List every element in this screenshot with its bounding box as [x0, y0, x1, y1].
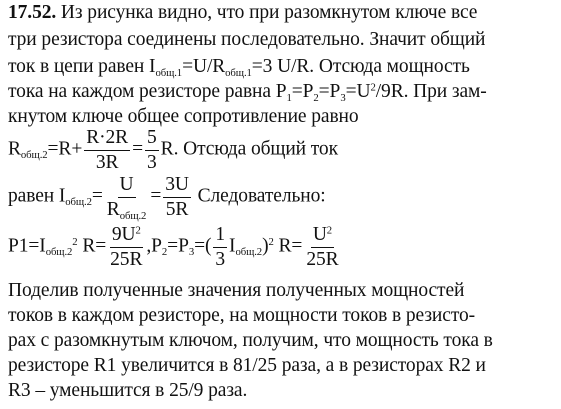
- eq2-equals-2: =: [150, 185, 162, 207]
- line-4-part-a: тока на каждом резисторе равна P: [8, 81, 287, 102]
- text-line-4: [8, 81, 487, 103]
- eq3-frac2-num-base: U: [312, 224, 327, 245]
- eq1-frac2-numerator: 5: [145, 128, 159, 151]
- eq3-mid-b: =P: [167, 235, 189, 257]
- eq1-tail: R. Отсюда общий ток: [160, 138, 338, 160]
- eq3-square: 2: [72, 236, 78, 249]
- line-3-sub-2: общ.1: [225, 66, 252, 79]
- equation-2: [8, 174, 326, 222]
- eq2-frac1-numerator: U: [118, 175, 136, 198]
- text-line-9: резисторе R1 увеличится в 81/25 раза, а в резисторах R2 и: [8, 355, 486, 376]
- eq2-frac2-numerator: 3U: [163, 175, 191, 198]
- equation-1: [8, 128, 338, 172]
- eq2-pre: равен I: [8, 185, 66, 207]
- eq3-fraction-2: [304, 225, 340, 269]
- eq3-pre: P1=I: [8, 235, 46, 257]
- eq3-close: ): [262, 235, 269, 257]
- text-line-1: [8, 2, 477, 24]
- line-3-part-c: =3 U/R. Отсюда мощность: [251, 56, 470, 77]
- eq2-frac1-denominator: [105, 198, 149, 220]
- eq3-i-sub: общ.2: [45, 246, 73, 259]
- text-line-7: токов в каждом резисторе, на мощности токов в резисто-: [8, 305, 476, 326]
- problem-number: 17.52.: [8, 2, 57, 23]
- line-3-sub-1: общ.1: [155, 66, 183, 79]
- eq3-mid-c: =(: [194, 235, 212, 257]
- line-4-sub-1: 1: [286, 91, 292, 104]
- eq2-frac1-den-r: R: [106, 198, 120, 220]
- line-4-sub-2: 2: [313, 91, 319, 104]
- line-3-part-b: =U/R: [182, 56, 226, 77]
- eq3-r-eq: R=: [77, 235, 107, 257]
- line-4-part-e: /9R. При зам-: [375, 81, 487, 102]
- eq3-i2-sub: общ.2: [235, 246, 263, 259]
- text-line-10: R3 – уменьшится в 25/9 раза.: [8, 380, 248, 401]
- line-4-part-d: =U: [345, 81, 371, 102]
- eq3-mid-sub-1: 2: [161, 246, 168, 259]
- eq2-fraction-1: [105, 174, 149, 222]
- eq3-square-2: 2: [268, 236, 274, 249]
- text-line-5: кнутом ключе общее сопротивление равно: [8, 106, 359, 127]
- eq1-equals: =: [132, 138, 143, 160]
- eq3-frac1-num-sup: 2: [135, 224, 141, 237]
- eq3-third-denominator: 3: [215, 248, 226, 270]
- eq2-tail: Следовательно:: [192, 185, 326, 207]
- text-line-8: рах с разомкнутым ключом, получим, что мощность тока в: [8, 330, 493, 351]
- equation-3: [8, 225, 343, 269]
- line-1-text: Из рисунка видно, что при разомкнутом ключе все: [56, 2, 478, 23]
- line-4-sub-3: 3: [340, 91, 346, 104]
- eq1-frac1-denominator: 3R: [95, 151, 119, 173]
- eq1-eq-r-plus: =R+: [47, 138, 83, 160]
- eq3-frac2-num-sup: 2: [326, 224, 333, 237]
- eq2-frac1-den-sub: общ.2: [119, 209, 147, 222]
- line-4-part-b: =P: [291, 81, 314, 102]
- eq3-mid-a: ,P: [146, 235, 162, 257]
- eq3-i2: I: [229, 235, 236, 257]
- line-4-sup: 2: [370, 81, 376, 94]
- eq3-mid-sub-2: 3: [188, 246, 195, 259]
- eq3-frac1-denominator: 25R: [110, 248, 143, 270]
- eq2-i-sub: общ.2: [65, 196, 92, 209]
- eq3-frac1-num-base: 9U: [111, 224, 136, 245]
- eq1-fraction-2: [145, 128, 159, 172]
- eq1-r: R: [8, 138, 21, 160]
- eq1-frac1-numerator: R·2R: [84, 128, 130, 151]
- eq2-fraction-2: [163, 175, 191, 219]
- text-line-2: три резистора соединены последовательно. Значит общий: [8, 29, 486, 50]
- eq1-r-sub: общ.2: [20, 149, 48, 162]
- eq3-r-eq-2: R=: [273, 235, 303, 257]
- eq3-third-fraction: [213, 225, 227, 269]
- text-line-6: Поделив полученные значения полученных мощностей: [8, 280, 465, 301]
- eq1-frac2-denominator: 3: [147, 151, 157, 173]
- eq1-fraction-1: [84, 128, 130, 172]
- eq3-third-numerator: 1: [213, 225, 227, 248]
- line-3-part-a: ток в цепи равен I: [8, 56, 156, 77]
- eq2-equals-1: =: [91, 185, 103, 207]
- eq2-frac2-denominator: 5R: [165, 198, 189, 220]
- text-line-3: [8, 56, 470, 78]
- eq3-frac2-numerator: [311, 225, 334, 248]
- eq3-frac1-numerator: [110, 225, 143, 248]
- line-4-part-c: =P: [318, 81, 341, 102]
- eq3-fraction-1: [108, 225, 144, 269]
- eq3-frac2-denominator: 25R: [306, 248, 339, 270]
